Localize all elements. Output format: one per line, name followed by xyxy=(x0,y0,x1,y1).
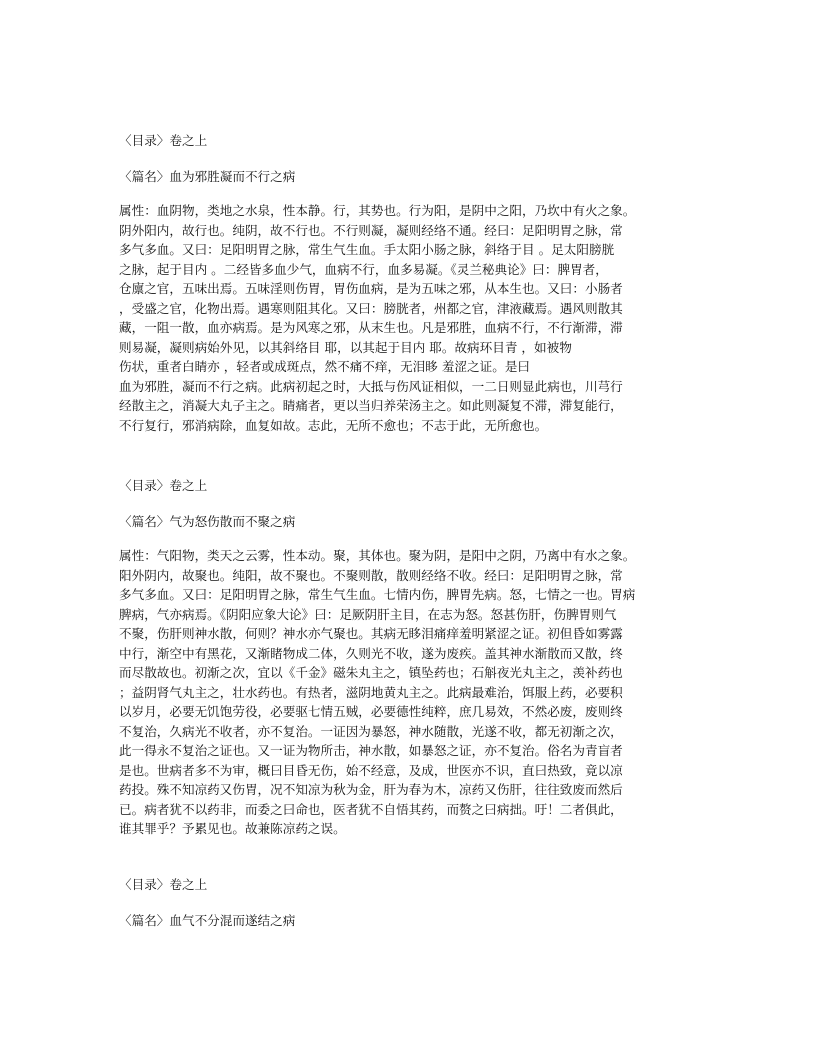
chapter-title: 〈篇名〉血为邪胜凝而不行之病 xyxy=(119,169,296,184)
text-line: 阴外阳内，故行也。纯阴，故不行也。不行则凝，凝则经络不通。经曰：足阳明胃之脉，常 xyxy=(119,222,623,238)
section-3 xyxy=(119,875,719,931)
text-line: 而尽散故也。初渐之次，宜以《千金》磁朱丸主之，镇坠药也；石斛夜光丸主之，羡补药也 xyxy=(119,665,623,680)
text-line: 则易凝，凝则病始外见，以其斜络目 耶，以其起于目内 耶。故病环目青 ，如被物 xyxy=(119,339,572,355)
section-1 xyxy=(119,131,719,435)
text-line: 中行，渐空中有黑花，又渐睹物成二体，久则光不收，遂为废疾。盖其神水渐散而又散，终 xyxy=(119,645,623,661)
text-line: 谁其罪乎？予累见也。故兼陈凉药之误。 xyxy=(119,821,346,836)
text-line: 药投。殊不知凉药又伤胃，况不知凉为秋为金，肝为春为木，凉药又伤肝，往往致废而然后 xyxy=(119,782,623,797)
text-line: 血为邪胜，凝而不行之病。此病初起之时，大抵与伤风证相似，一二日则显此病也，川芎行 xyxy=(119,378,623,394)
text-line: 是也。世病者多不为审，概曰目昏无伤，始不经意，及成，世医亦不识，直曰热致，竟以凉 xyxy=(119,762,623,778)
text-line: 藏，一阻一散，血亦病焉。是为风寒之邪，从末生也。凡是邪胜，血病不行，不行渐滞，滞 xyxy=(119,320,623,335)
section-body xyxy=(119,201,719,435)
chapter-title: 〈篇名〉气为怒伤散而不聚之病 xyxy=(119,514,296,529)
text-line: 多气多血。又曰：足阳明胃之脉，常生气生血。手太阳小肠之脉，斜络于目 。足太阳膀胱 xyxy=(119,242,615,257)
toc-heading: 〈目录〉卷之上 xyxy=(119,133,208,148)
text-line: 不行复行，邪消病除，血复如故。志此，无所不愈也；不志于此，无所愈也。 xyxy=(119,417,548,433)
text-line: 此一得永不复治之证也。又一证为物所击，神水散，如暴怒之证，亦不复治。俗名为青盲者 xyxy=(119,743,623,758)
section-body xyxy=(119,546,719,839)
text-line: 经散主之，消凝大丸子主之。睛痛者，更以当归养荣汤主之。如此则凝复不滞，滞复能行， xyxy=(119,398,623,413)
text-line: 不复治，久病光不收者，亦不复治。一证因为暴怒，神水随散，光遂不收，都无初渐之次， xyxy=(119,723,623,739)
toc-heading: 〈目录〉卷之上 xyxy=(119,478,208,493)
text-line: 脾病，气亦病焉。《阴阳应象大论》曰：足厥阴肝主目，在志为怒。怒甚伤肝，伤脾胃则气 xyxy=(119,606,617,622)
text-line: 以岁月，必要无饥饱劳役，必要驱七情五贼，必要德性纯粹，庶几易效，不然必废，废则终 xyxy=(119,704,623,719)
text-line: 不聚，伤肝则神水散，何则？神水亦气聚也。其病无眵泪痛痒羞明紧涩之证。初但昏如雾露 xyxy=(119,626,623,641)
text-line: 属性：气阳物，类天之云雾，性本动。聚，其体也。聚为阴，是阳中之阴，乃离中有水之象。 xyxy=(119,548,636,563)
text-line: 已。病者犹不以药非，而委之曰命也，医者犹不自悟其药，而赘之曰病拙。吁！二者俱此， xyxy=(119,801,623,817)
text-line: 阳外阴内，故聚也。纯阳，故不聚也。不聚则散，散则经络不收。经曰：足阳明胃之脉，常 xyxy=(119,567,623,583)
text-line: 多气多血。又曰：足阳明胃之脉，常生气生血。七情内伤，脾胃先病。怒，七情之一也。胃病 xyxy=(119,587,636,602)
section-2 xyxy=(119,476,719,839)
text-line: ，受盛之官，化物出焉。遇寒则阻其化。又曰：膀胱者，州都之官，津液藏焉。遇风则散其 xyxy=(119,300,623,316)
toc-heading: 〈目录〉卷之上 xyxy=(119,877,208,892)
chapter-title: 〈篇名〉血气不分混而遂结之病 xyxy=(119,913,296,928)
text-line: 之脉，起于目内 。二经皆多血少气，血病不行，血多易凝。《灵兰秘典论》曰：脾胃者， xyxy=(119,261,608,277)
text-line: 仓廪之官，五味出焉。五味淫则伤胃，胃伤血病，是为五味之邪，从本生也。又曰：小肠者 xyxy=(119,281,623,296)
text-line: 属性：血阴物，类地之水泉，性本静。行，其势也。行为阳，是阴中之阳，乃坎中有火之象。 xyxy=(119,203,636,218)
text-line: 伤状，重者白睛亦 ，轻者或成斑点，然不痛不痒，无泪眵 羞涩之证。是曰 xyxy=(119,359,531,374)
text-line: ；益阴肾气丸主之，壮水药也。有热者，滋阴地黄丸主之。此病最难治，饵服上药，必要积 xyxy=(119,684,623,700)
